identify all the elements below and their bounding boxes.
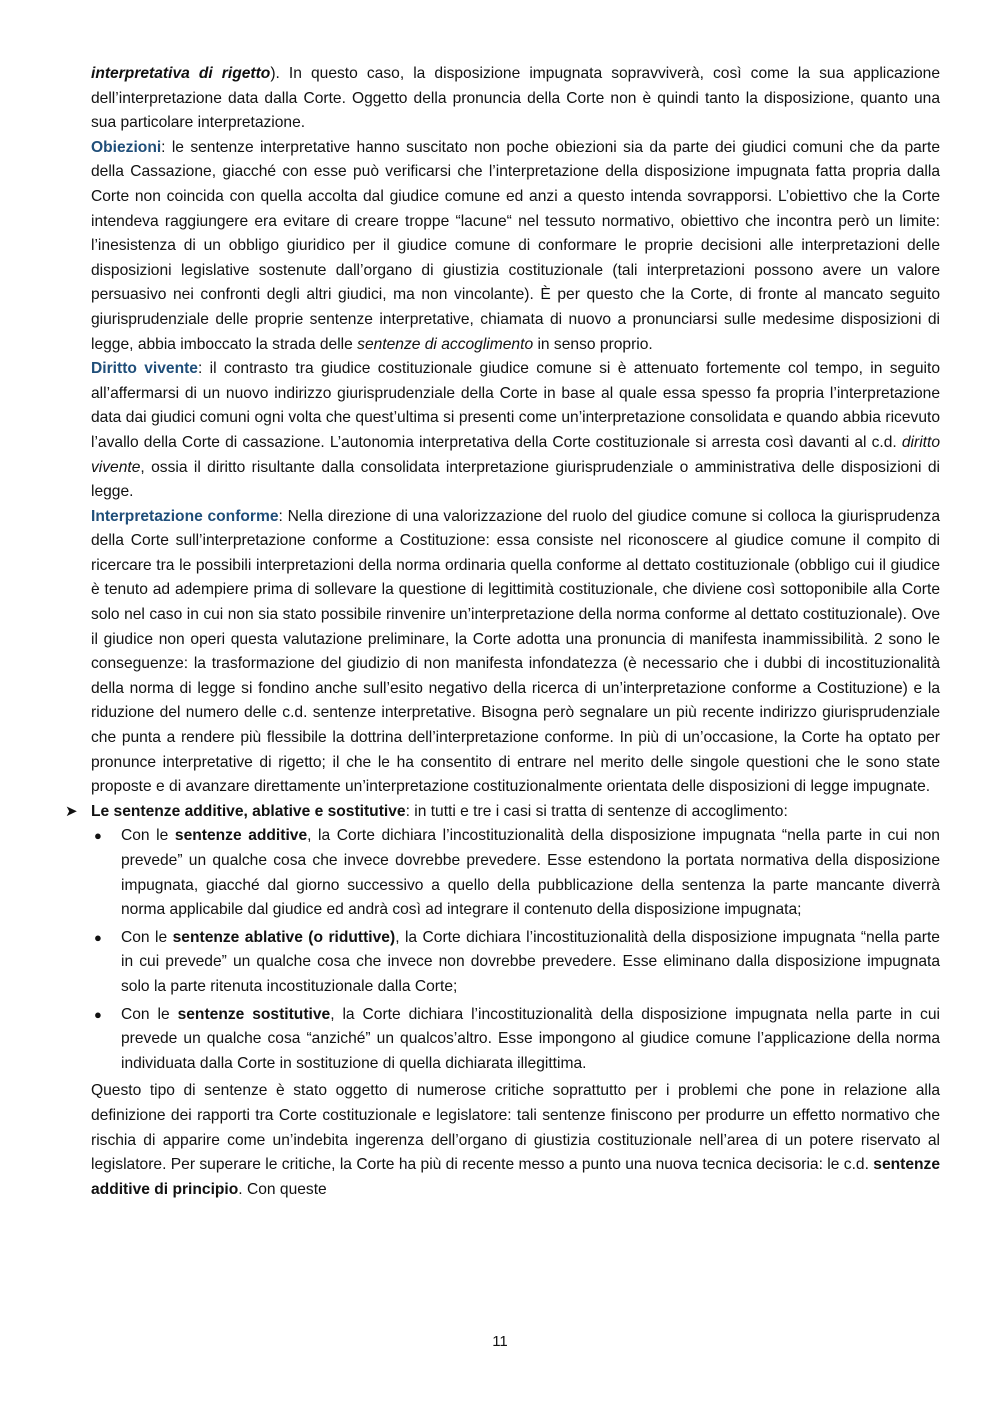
paragraph-text: . Con queste — [238, 1180, 327, 1198]
heading-sentenze-additive: Le sentenze additive, ablative e sostitutive — [91, 802, 406, 820]
bullet-list — [91, 824, 940, 1076]
paragraph-text: , ossia il diritto risultante dalla consolidata interpretazione giurisprudenziale o amministrativa delle disposizioni di legge. — [91, 458, 940, 501]
list-item — [94, 824, 940, 922]
keyword-diritto-vivente: Diritto vivente — [91, 360, 198, 378]
round-bullet-icon: ● — [94, 929, 102, 945]
page-number: 11 — [492, 1333, 508, 1350]
term-sentenze-ablative: sentenze ablative (o riduttive) — [172, 928, 396, 946]
term-sentenze-additive: sentenze additive — [174, 827, 308, 845]
paragraph-text: : in tutti e tre i casi si tratta di sentenze di accoglimento: — [405, 802, 788, 820]
paragraph-obiezioni — [91, 136, 940, 357]
paragraph-interpretazione-conforme — [91, 505, 940, 800]
round-bullet-icon: ● — [94, 1006, 102, 1022]
paragraph-critiche — [91, 1079, 940, 1202]
paragraph-text: : il contrasto tra giudice costituzionale giudice comune si è attenuato fortemente col tempo, in seguito all’affermarsi di un nuovo indirizzo giurisprudenziale della Corte in base al quale essa spesso fa propria l’interpretazione data dai giudici comuni ogni volta che quest’ultima si presenti come un’interpretazione consolidata e quando abbia ricevuto l’avallo della Corte di cassazione. L’autonomia interpretativa della Corte costituzionale si arresta così davanti al c.d. — [91, 360, 941, 451]
list-item — [94, 926, 940, 1000]
paragraph-intro — [91, 62, 940, 136]
term-sentenze-di-accoglimento: sentenze di accoglimento — [357, 335, 534, 353]
paragraph-text: : le sentenze interpretative hanno suscitato non poche obiezioni sia da parte dei giudici comuni che da parte della Cassazione, giacché con esse può verificarsi che l’interpretazione della disposizione impugnata fatta propria dalla Corte non coincida con quella accolta dal giudice comune ed anzi a questo intenda sovrapporsi. L’obiettivo che la Corte intendeva raggiungere era evitare di creare troppe “lacune“ nel tessuto normativo, obiettivo che incontra però un limite: l’inesistenza di un obbligo giuridico per il giudice comune di conformare le proprie decisioni alle interpretazioni delle disposizioni legislative sostenute dall’organo di giustizia costituzionale (tali interpretazioni possono avere un valore persuasivo nei confronti degli altri giudici, ma non vincolante). È per questo che la Corte, di fronte al mancato seguito giurisprudenziale delle proprie sentenze interpretative, chiamata di nuovo a pronunciarsi sulle medesime disposizioni di legge, abbia imboccato la strada delle — [91, 138, 940, 353]
keyword-obiezioni: Obiezioni — [91, 138, 162, 156]
term-sentenze-sostitutive: sentenze sostitutive — [177, 1005, 331, 1023]
list-item — [94, 1003, 940, 1077]
term-interpretativa-di-rigetto: interpretativa di rigetto — [91, 65, 271, 82]
paragraph-text: ). In questo caso, la disposizione impugnata sopravviverà, così come la sua applicazione dell’interpretazione data dalla Corte. Oggetto della pronuncia della Corte non è quindi tanto la disposizione, quanto una sua particolare interpretazione. — [91, 65, 941, 132]
bullet-text: Con le — [121, 928, 173, 946]
bullet-text: , la Corte dichiara l’incostituzionalità della disposizione impugnata nella parte in cui prevede un qualche cosa “anziché” un qualcos’altro. Esse impongono al giudice comune l’applicazione della norma individuata dalla Corte in sostituzione di quella dichiarata illegittima. — [121, 1005, 940, 1072]
paragraph-text: Questo tipo di sentenze è stato oggetto di numerose critiche soprattutto per i problemi che pone in relazione alla definizione dei rapporti tra Corte costituzionale e legislatore: tali sentenze finiscono per produrre un effetto normativo che rischia di apparire come un’indebita ingerenza dell’organo di giustizia costituzionale nell’area di un potere riservato al legislatore. Per superare le critiche, la Corte ha più di recente messo a punto una nuova tecnica decisoria: le c.d. — [91, 1082, 940, 1174]
paragraph-text: in senso proprio. — [533, 335, 653, 353]
paragraph-diritto-vivente — [91, 357, 940, 505]
list-item-sentenze-additive-ablative-sostitutive — [65, 800, 940, 825]
bullet-text: Con le — [121, 1005, 178, 1023]
document-page — [65, 62, 941, 1202]
round-bullet-icon: ● — [94, 828, 102, 844]
bullet-text: , la Corte dichiara l’incostituzionalità della disposizione impugnata “nella parte in cui prevede” un qualche cosa che invece non dovrebbe prevedere. Esse eliminano dalla disposizione impugnata solo la parte ritenuta incostituzionale dalla Corte; — [121, 928, 940, 995]
bullet-text: Con le — [121, 827, 175, 845]
bullet-text: , la Corte dichiara l’incostituzionalità della disposizione impugnata “nella parte in cui non prevede” un qualche cosa che invece dovrebbe prevedere. Esse estendono la portata normativa della disposizione impugnata, giacché dal giorno successivo a quello della pubblicazione della sentenza la parte mancante diverrà norma applicabile dal giudice ed andrà così ad integrare il contenuto della disposizione impugnata; — [121, 827, 940, 919]
arrow-bullet-icon: ➤ — [65, 802, 78, 820]
term-sentenze-additive-di-principio: sentenze additive di principio — [91, 1156, 940, 1198]
paragraph-text: : Nella direzione di una valorizzazione del ruolo del giudice comune si colloca la giurisprudenza della Corte sull’interpretazione conforme a Costituzione: essa consiste nel riconoscere al giudice comune il compito di ricercare tra le possibili interpretazioni della norma ordinaria quella conforme al dettato costituzionale (obbligo cui il giudice è tenuto ad adempiere prima di sollevare la questione di legittimità costituzionale, che diviene così sottoponibile alla Corte solo nel caso in cui non sia stato possibile rinvenire un’interpretazione della norma conforme al dettato costituzionale). Ove il giudice non operi questa valutazione preliminare, la Corte adotta una pronuncia di manifesta inammissibilità. 2 sono le conseguenze: la trasformazione del giudizio di non manifesta infondatezza (è necessario che i dubbi di incostituzionalità della norma di legge si fondino anche sull’esito negativo della ricerca di un’interpretazione conforme a Costituzione) e la riduzione del numero delle c.d. sentenze interpretative. Bisogna però segnalare un più recente indirizzo giurisprudenziale che punta a rendere più flessibile la dottrina dell’interpretazione conforme. In più di un’occasione, la Corte ha optato per pronunce interpretative di rigetto; il che le ha consentito di entrare nel merito delle singole questioni che le sono state proposte e di avanzare direttamente un’interpretazione costituzionalmente orientata delle disposizioni di legge impugnate. — [91, 507, 941, 796]
term-diritto-vivente: diritto vivente — [91, 433, 940, 476]
keyword-interpretazione-conforme: Interpretazione conforme — [91, 507, 279, 525]
